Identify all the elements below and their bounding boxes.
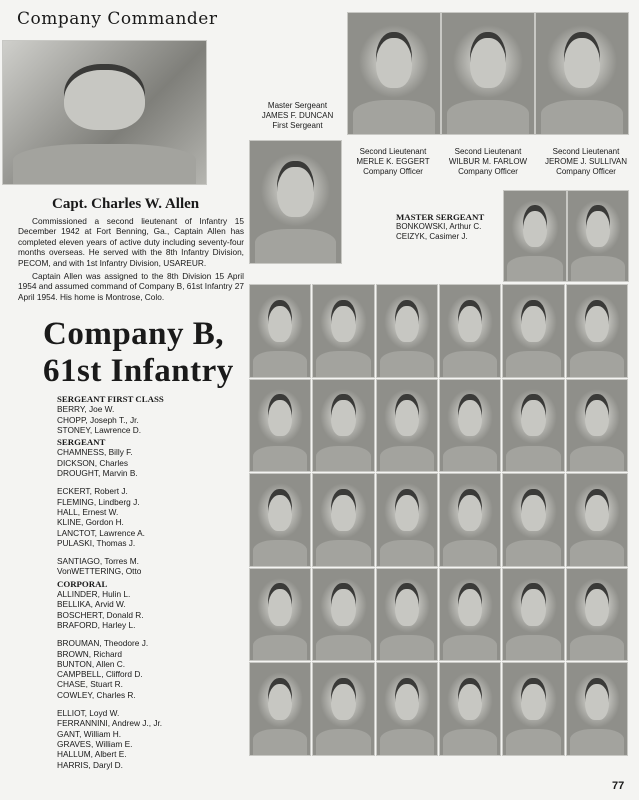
roster-name: DROUGHT, Marvin B. [57, 468, 138, 479]
caption-rank: Master Sergeant [267, 101, 328, 110]
portrait-photo [439, 473, 501, 567]
portrait-photo [566, 284, 628, 378]
roster-name: COWLEY, Charles R. [57, 689, 136, 700]
caption-name: JAMES F. DUNCAN [261, 111, 334, 120]
portrait-photo [376, 284, 438, 378]
portrait-photo [249, 662, 311, 756]
commander-heading: Company Commander [17, 9, 218, 29]
roster-name: KLINE, Gordon H. [57, 517, 124, 528]
rank-heading: SERGEANT [57, 437, 106, 448]
portrait-photo [566, 379, 628, 473]
page-number: 77 [612, 780, 625, 792]
roster-name: CEIZYK, Casimer J. [396, 232, 468, 241]
group-gap [57, 548, 164, 556]
portrait-photo [439, 662, 501, 756]
roster-name: STONEY, Lawrence D. [57, 424, 142, 435]
roster-name: BELLIKA, Arvid W. [57, 599, 126, 610]
roster-name: SANTIAGO, Torres M. [57, 556, 139, 567]
roster-name: DICKSON, Charles [57, 457, 129, 468]
rank-heading: SERGEANT FIRST CLASS [57, 394, 164, 404]
portrait-photo [439, 284, 501, 378]
officer-photo [441, 12, 535, 135]
portrait-photo [312, 662, 374, 756]
group-gap [57, 478, 164, 486]
officer-caption [440, 147, 536, 177]
officer-caption [536, 147, 636, 177]
roster-name: CHOPP, Joseph T., Jr. [57, 414, 139, 425]
portrait-photo [249, 284, 311, 378]
first-sergeant-caption [250, 101, 345, 131]
portrait-photo [249, 379, 311, 473]
roster-name: FLEMING, Lindberg J. [57, 496, 140, 507]
portrait-photo [376, 379, 438, 473]
first-sergeant-photo [249, 140, 342, 264]
bio-paragraph: Captain Allen was assigned to the 8th Division 15 April 1954 and assumed command of Company B, 61st Infantry 27 April 1954. His home is Montrose, Colo. [18, 271, 244, 302]
commander-bio [18, 216, 244, 305]
roster-name: VonWETTERING, Otto [57, 566, 142, 577]
portrait-photo [376, 568, 438, 662]
rank-heading: CORPORAL [57, 578, 108, 589]
caption-role: First Sergeant [272, 121, 323, 130]
roster-name: BRAFORD, Harley L. [57, 619, 136, 630]
portrait-photo [249, 473, 311, 567]
roster-name: BROWN, Richard [57, 648, 123, 659]
bio-paragraph: Commissioned a second lieutenant of Infantry 15 December 1942 at Fort Benning, Ga., Captain Allen has completed eleven years of active duty including seventy-four months overseas. He served with the 8th Infantry Division, PECOM, and with 1st Infantry Division, USAREUR. [18, 216, 244, 268]
portrait-photo [566, 473, 628, 567]
master-sergeant-caption [396, 212, 484, 242]
portrait-photo [249, 568, 311, 662]
roster-name: GRAVES, William E. [57, 738, 133, 749]
caption-role: Company Officer [556, 167, 616, 176]
roster-name: GANT, William H. [57, 728, 122, 739]
commander-photo [2, 40, 207, 185]
group-gap [57, 630, 164, 638]
officer-photo [535, 12, 629, 135]
rank-heading: MASTER SERGEANT [396, 212, 485, 222]
roster-name: BUNTON, Allen C. [57, 658, 126, 669]
portrait-photo [439, 568, 501, 662]
portrait-photo [312, 568, 374, 662]
roster-name: HALL, Ernest W. [57, 506, 119, 517]
roster-name: FERRANNINI, Andrew J., Jr. [57, 718, 163, 729]
roster-name: ELLIOT, Loyd W. [57, 708, 120, 719]
roster-name: CAMPBELL, Clifford D. [57, 669, 143, 680]
roster-name: CHAMNESS, Billy F. [57, 447, 133, 458]
portrait-photo [376, 662, 438, 756]
master-sergeant-photo [567, 190, 629, 282]
caption-rank: Second Lieutenant [454, 147, 522, 156]
company-title-line: Company B, [43, 316, 225, 352]
portrait-photo [312, 284, 374, 378]
roster-name: ECKERT, Robert J. [57, 486, 128, 497]
officer-photo [347, 12, 441, 135]
roster-name: BONKOWSKI, Arthur C. [396, 222, 482, 231]
commander-name: Capt. Charles W. Allen [52, 196, 200, 212]
roster-name: ALLINDER, Hulin L. [57, 589, 131, 600]
caption-name: JEROME J. SULLIVAN [544, 157, 628, 166]
caption-name: MERLE K. EGGERT [356, 157, 430, 166]
roster-name: PULASKI, Thomas J. [57, 537, 136, 548]
roster-list [57, 394, 164, 772]
portrait-photo [502, 379, 564, 473]
caption-role: Company Officer [363, 167, 423, 176]
roster-name: HARRIS, Daryl D. [57, 759, 123, 770]
roster-name: BERRY, Joe W. [57, 404, 115, 415]
caption-rank: Second Lieutenant [552, 147, 620, 156]
portrait-photo [312, 379, 374, 473]
master-sergeant-photo [503, 190, 567, 282]
portrait-photo [566, 662, 628, 756]
portrait-photo [376, 473, 438, 567]
portrait-photo [439, 379, 501, 473]
caption-rank: Second Lieutenant [359, 147, 427, 156]
section-gap [57, 770, 164, 772]
company-title [43, 316, 234, 390]
caption-name: WILBUR M. FARLOW [448, 157, 528, 166]
officer-caption [347, 147, 439, 177]
roster-name: BOSCHERT, Donald R. [57, 609, 144, 620]
roster-name: BROUMAN, Theodore J. [57, 638, 149, 649]
portrait-photo [502, 662, 564, 756]
group-gap [57, 700, 164, 708]
roster-name: CHASE, Stuart R. [57, 679, 123, 690]
roster-name: LANCTOT, Lawrence A. [57, 527, 145, 538]
portrait-photo [566, 568, 628, 662]
portrait-photo [502, 473, 564, 567]
portrait-photo [502, 568, 564, 662]
portrait-photo [502, 284, 564, 378]
company-title-line: 61st Infantry [43, 353, 234, 389]
caption-role: Company Officer [458, 167, 518, 176]
roster-name: HALLUM, Albert E. [57, 749, 127, 760]
portrait-photo [312, 473, 374, 567]
portrait-grid [248, 283, 628, 756]
